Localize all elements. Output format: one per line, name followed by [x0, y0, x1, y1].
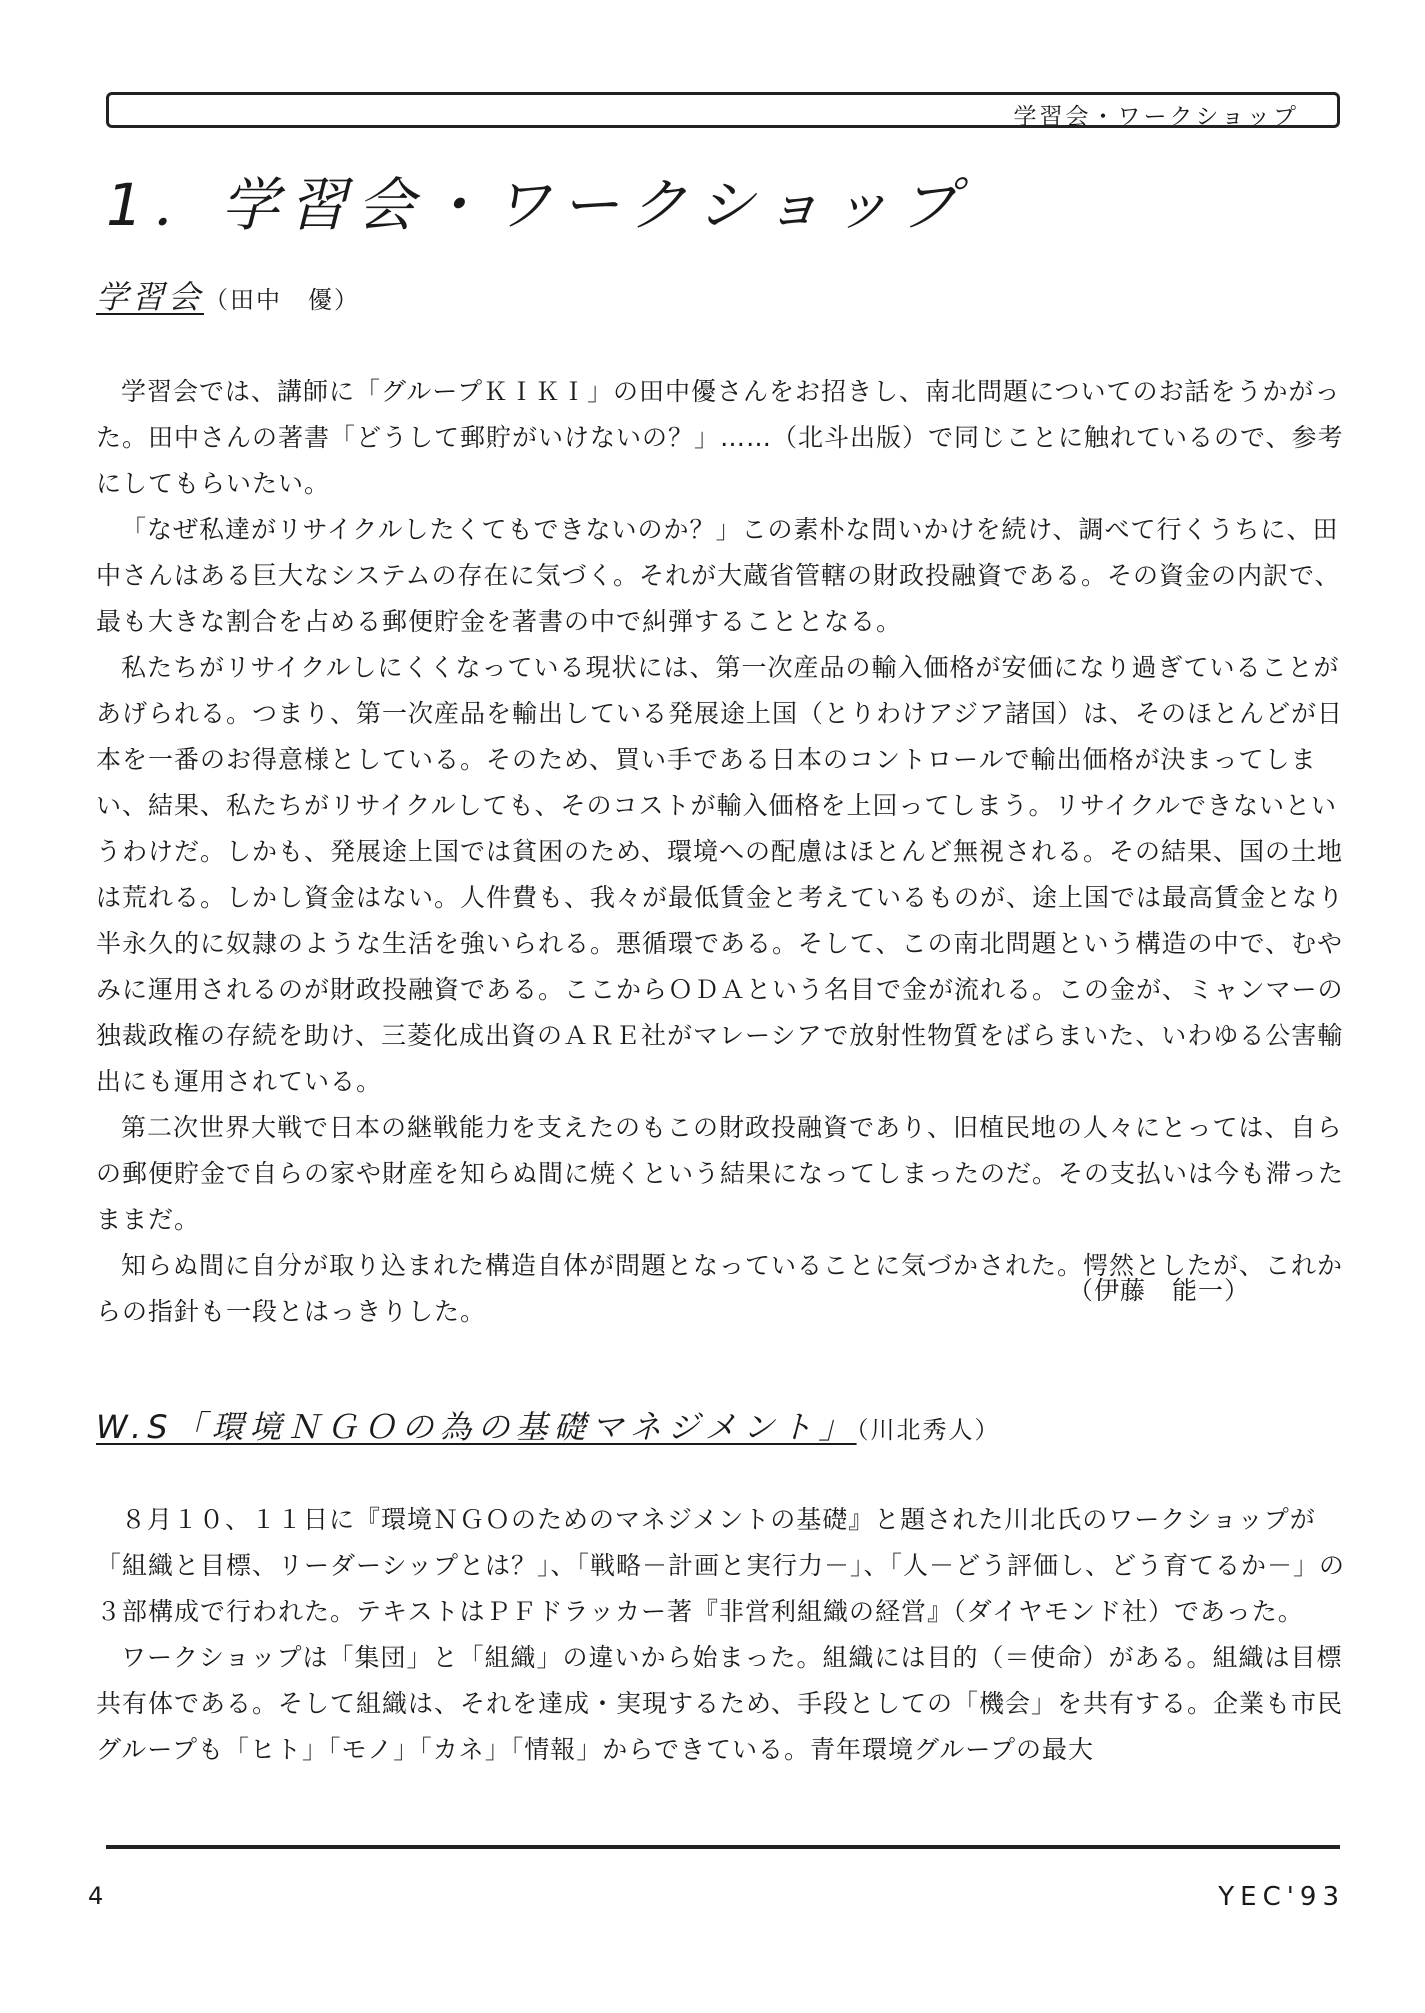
paragraph: 「なぜ私達がリサイクルしたくてもできないのか？」この素朴な問いかけを続け、調べて行くうちに、田中さんはある巨大なシステムの存在に気づく。それが大蔵省管轄の財政投融資である。その資金の内訳で、最も大きな割合を占める郵便貯金を著書の中で糾弾することとなる。	[96, 515, 1341, 636]
running-header-label: 学習会・ワークショップ	[1013, 104, 1299, 130]
article-signature: （伊藤 能一）	[1068, 1276, 1251, 1305]
section-heading-study-session	[96, 272, 360, 318]
section-heading-workshop	[96, 1402, 1001, 1448]
paragraph: ８月１０、１１日に『環境ＮＧＯのためのマネジメントの基礎』と題された川北氏のワークショップが「組織と目標、リーダーシップとは？」、「戦略－計画と実行力－」、「人－どう評価し、どう育てるか－」の３部構成で行われた。テキストはＰＦドラッカー著『非営利組織の経営』（ダイヤモンド社）であった。	[96, 1505, 1346, 1626]
paragraph: 私たちがリサイクルしにくくなっている現状には、第一次産品の輸入価格が安価になり過ぎていることがあげられる。つまり、第一次産品を輸出している発展途上国（とりわけアジア諸国）は、そのほとんどが日本を一番のお得意様としている。そのため、買い手である日本のコントロールで輸出価格が決まってしまい、結果、私たちがリサイクルしても、そのコストが輸入価格を上回ってしまう。リサイクルできないというわけだ。しかも、発展途上国では貧困のため、環境への配慮はほとんど無視される。その結果、国の土地は荒れる。しかし資金はない。人件費も、我々が最低賃金と考えているものが、途上国では最高賃金となり半永久的に奴隷のような生活を強いられる。悪循環である。そして、この南北問題という構造の中で、むやみに運用されるのが財政投融資である。ここからＯＤＡという名目で金が流れる。この金が、ミャンマーの独裁政権の存続を助け、三菱化成出資のＡＲＥ社がマレーシアで放射性物質をばらまいた、いわゆる公害輸出にも運用されている。	[96, 653, 1345, 1096]
page-title: 1．学習会・ワークショップ	[106, 171, 968, 239]
section-author: （川北秀人）	[856, 1416, 1001, 1444]
section-author: （田中 優）	[204, 286, 361, 314]
paragraph: 知らぬ間に自分が取り込まれた構造自体が問題となっていることに気づかされた。愕然としたが、これからの指針も一段とはっきりした。	[96, 1251, 1344, 1326]
workshop-body	[96, 1497, 1346, 1773]
paragraph: 第二次世界大戦で日本の継戦能力を支えたのもこの財政投融資であり、旧植民地の人々にとっては、自らの郵便貯金で自らの家や財産を知らぬ間に焼くという結果になってしまったのだ。その支払いは今も滞ったままだ。	[96, 1113, 1345, 1234]
footer-rule	[106, 1845, 1340, 1849]
section-heading-text: W.S「環境ＮＧＯの為の基礎マネジメント」	[96, 1408, 857, 1446]
running-header-box	[106, 92, 1340, 128]
study-session-body	[96, 369, 1346, 1335]
page-number: 4	[88, 1882, 104, 1910]
paragraph: 学習会では、講師に「グループＫＩＫＩ」の田中優さんをお招きし、南北問題についてのお話をうかがった。田中さんの著書「どうして郵貯がいけないの？」……（北斗出版）で同じことに触れているので、参考にしてもらいたい。	[96, 377, 1344, 498]
section-heading-text: 学習会	[96, 278, 205, 316]
issue-label: YEC'93	[1218, 1882, 1345, 1912]
paragraph: ワークショップは「集団」と「組織」の違いから始まった。組織には目的（＝使命）がある。組織は目標共有体である。そして組織は、それを達成・実現するため、手段としての「機会」を共有する。企業も市民グループも「ヒト」「モノ」「カネ」「情報」からできている。青年環境グループの最大	[96, 1643, 1344, 1764]
